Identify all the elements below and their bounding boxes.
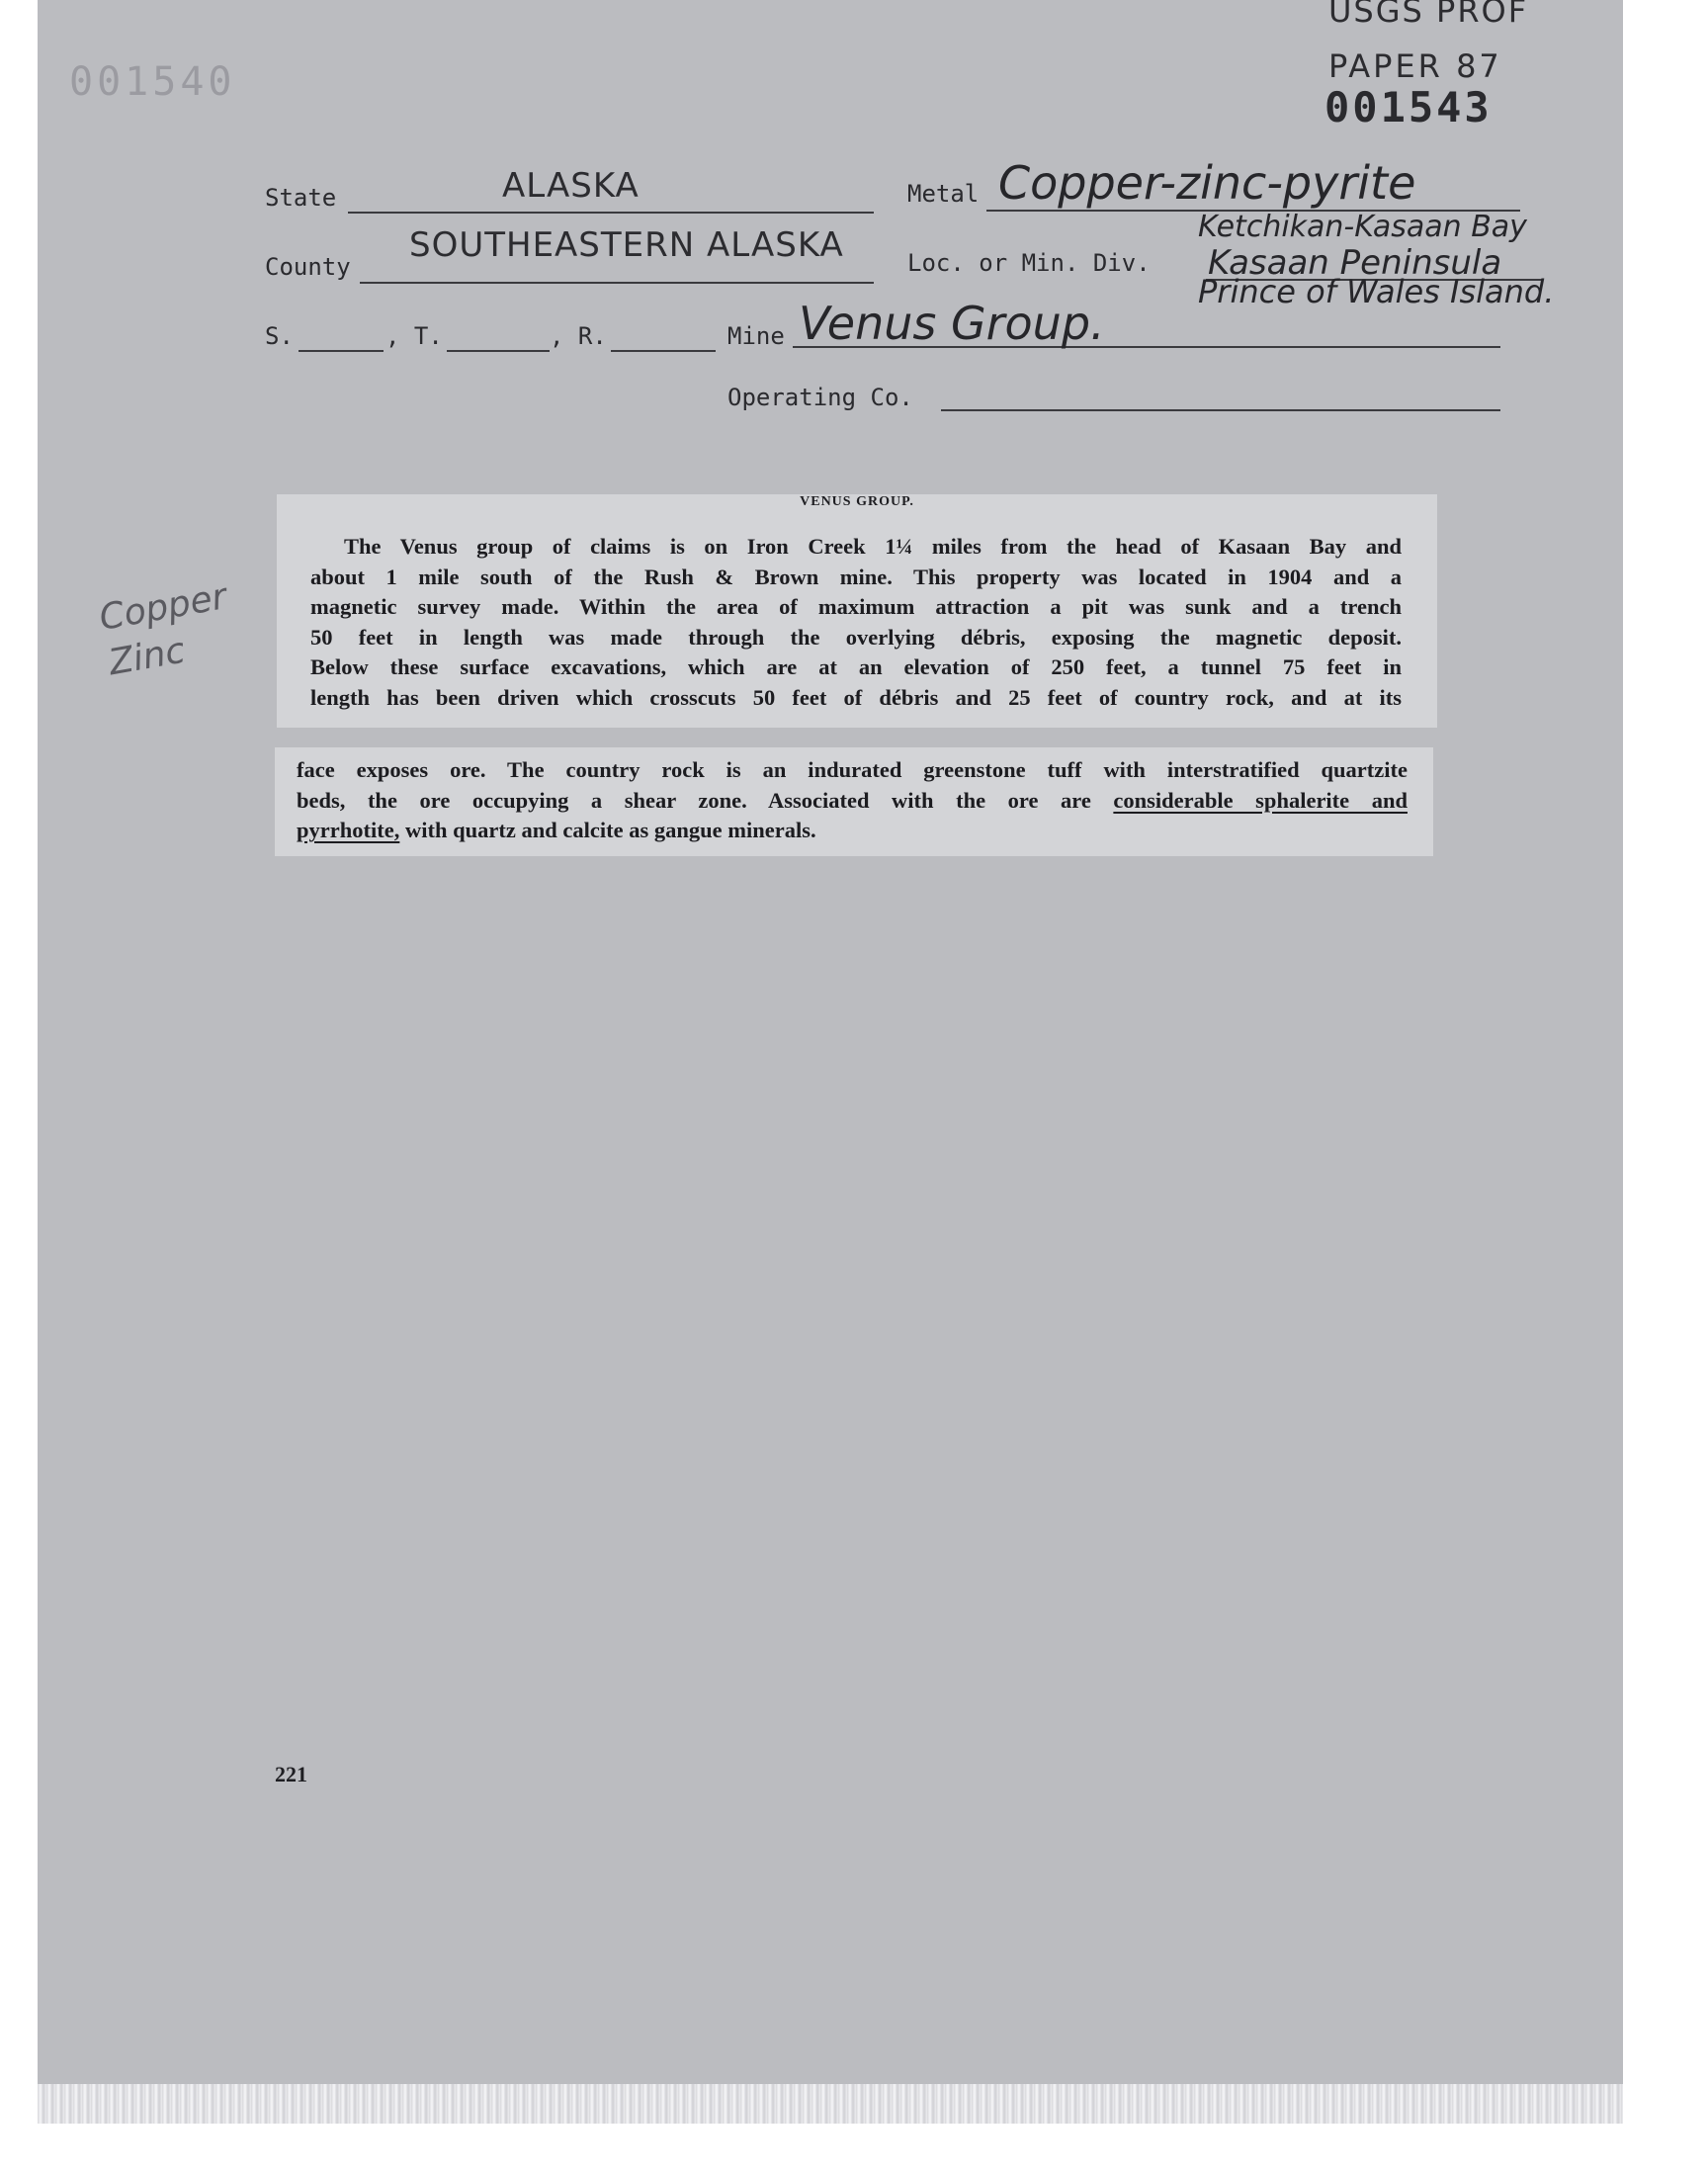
clipping-line-3: magnetic survey made. Within the area of maximum attraction a pit was sunk and a trench: [310, 594, 1402, 619]
township-label: , T.: [385, 322, 443, 350]
operating-label: Operating Co.: [727, 384, 913, 411]
clipping-cont-line-2: [297, 786, 1408, 817]
clipping-line-4: 50 feet in length was made through the overlying débris, exposing the magnetic deposit.: [310, 624, 1402, 650]
stamp-top: USGS PROF: [1328, 0, 1529, 30]
margin-note-line1: Copper: [96, 576, 230, 639]
clipping-title: VENUS GROUP.: [800, 494, 914, 509]
clipping-line-5: Below these surface excavations, which are at an elevation of 250 feet, a tunnel 75 feet in: [310, 654, 1402, 679]
mine-value: Venus Group.: [799, 297, 1105, 350]
clipping-cont-line-2a: beds, the ore occupying a shear zone. Associated with the ore are: [297, 787, 1114, 813]
metal-label: Metal: [907, 180, 980, 208]
loc-value-2: Kasaan Peninsula: [1208, 243, 1502, 283]
township-line: [447, 350, 550, 352]
page-number: 221: [275, 1762, 307, 1786]
state-value: ALASKA: [502, 166, 640, 206]
clipping-cont-line-3b: with quartz and calcite as gangue minerals.: [399, 818, 816, 842]
loc-value-3: Prince of Wales Island.: [1198, 273, 1555, 310]
operating-line: [941, 409, 1500, 411]
clipping-line-6: length has been driven which crosscuts 50 feet of débris and 25 feet of country rock, and at its: [310, 684, 1402, 710]
document-number: 001543: [1324, 83, 1493, 131]
loc-value-1: Ketchikan-Kasaan Bay: [1198, 210, 1527, 244]
range-label: , R.: [550, 322, 607, 350]
margin-note-line2: Zinc: [106, 630, 189, 684]
clipping-line-1: The Venus group of claims is on Iron Creek 1¼ miles from the head of Kasaan Bay and: [344, 534, 1402, 559]
paper-label: PAPER 87: [1328, 47, 1502, 85]
county-value: SOUTHEASTERN ALASKA: [409, 225, 844, 265]
state-line: [348, 212, 874, 214]
range-line: [611, 350, 716, 352]
clipping-continued: [275, 747, 1433, 856]
metal-value: Copper-zinc-pyrite: [998, 156, 1416, 210]
clipping-cont-line-1: face exposes ore. The country rock is an indurated greenstone tuff with interstratified quartzite: [297, 757, 1408, 782]
section-line: [299, 350, 384, 352]
county-line: [360, 282, 874, 284]
clipping-cont-line-3: [297, 816, 1408, 846]
underlined-pyrrhotite: pyrrhotite,: [297, 818, 400, 842]
clipping-paragraph: [310, 532, 1402, 713]
corner-stamp: 001540: [69, 59, 236, 105]
scan-edge-strip: [38, 2084, 1623, 2124]
clipping-continued-paragraph: [297, 755, 1408, 846]
county-label: County: [265, 253, 351, 281]
underlined-sphalerite: considerable sphalerite and: [1113, 787, 1408, 813]
clipping-main: [277, 494, 1437, 728]
mine-label: Mine: [727, 322, 785, 350]
section-label: S.: [265, 322, 294, 350]
clipping-line-2: about 1 mile south of the Rush & Brown mine. This property was located in 1904 and a: [310, 564, 1402, 589]
loc-label: Loc. or Min. Div.: [907, 249, 1151, 277]
state-label: State: [265, 184, 337, 212]
